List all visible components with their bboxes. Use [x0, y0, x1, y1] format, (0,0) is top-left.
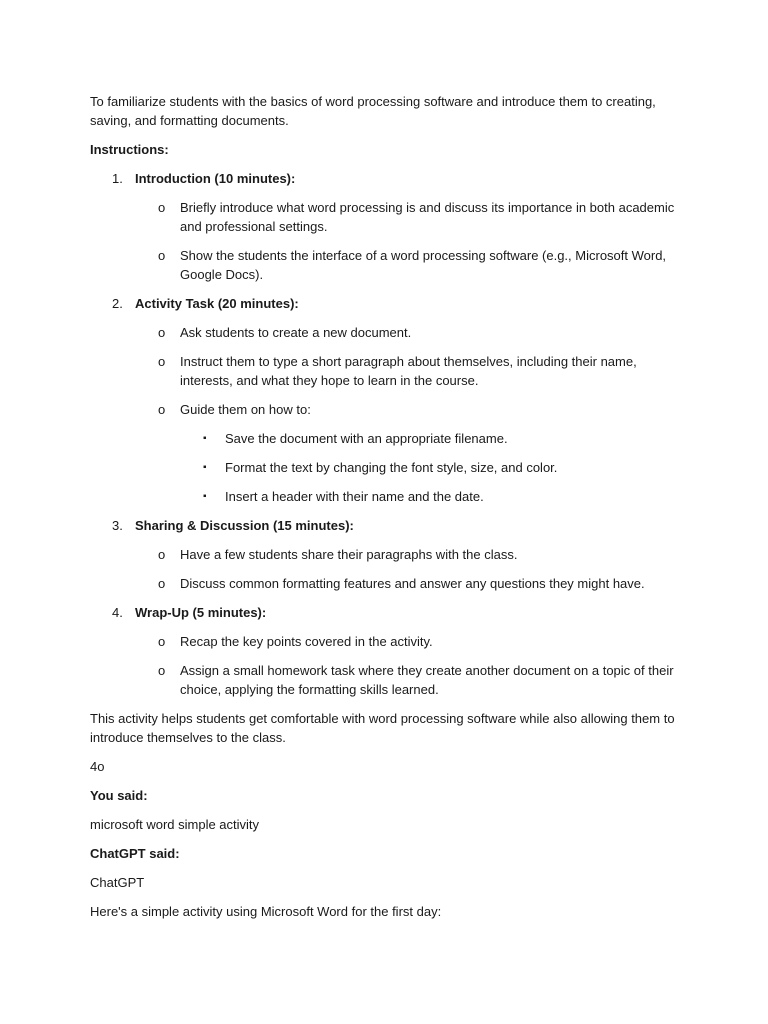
list-item: [90, 661, 680, 699]
sub-list-item-text: Save the document with an appropriate filename.: [225, 431, 508, 446]
sub-list-item: [90, 487, 680, 506]
bullet-circle-icon: o: [158, 402, 166, 417]
list-item: [90, 545, 680, 564]
section-4-heading: [90, 603, 680, 622]
sub-list-item-text: Format the text by changing the font style, size, and color.: [225, 460, 558, 475]
section-title: Sharing & Discussion (15 minutes):: [135, 518, 354, 533]
list-item: [90, 198, 680, 236]
list-item: [90, 400, 680, 419]
bullet-circle-icon: o: [158, 663, 166, 678]
section-title: Wrap-Up (5 minutes):: [135, 605, 267, 620]
instructions-heading: Instructions:: [90, 142, 169, 157]
document-body: [90, 92, 680, 931]
bullet-circle-icon: o: [158, 200, 166, 215]
bullet-square-icon: ▪: [203, 491, 207, 502]
assistant-name: ChatGPT: [90, 875, 145, 890]
chatgpt-said-label: ChatGPT said:: [90, 846, 180, 861]
bullet-circle-icon: o: [158, 354, 166, 369]
list-item: [90, 352, 680, 390]
user-message: microsoft word simple activity: [90, 817, 260, 832]
bullet-square-icon: ▪: [203, 433, 207, 444]
list-item-text: Recap the key points covered in the activity.: [180, 634, 433, 649]
model-tag: 4o: [90, 759, 105, 774]
list-item: [90, 323, 680, 342]
list-item-text: Guide them on how to:: [180, 402, 311, 417]
sub-list-item-text: Insert a header with their name and the date.: [225, 489, 484, 504]
section-3-heading: [90, 516, 680, 535]
section-number: 3.: [112, 518, 123, 533]
section-number: 4.: [112, 605, 123, 620]
list-item-text: Assign a small homework task where they create another document on a topic of their choice, applying the formatting skills learned.: [180, 663, 674, 697]
section-2-heading: [90, 294, 680, 313]
section-number: 2.: [112, 296, 123, 311]
list-item: [90, 574, 680, 593]
section-1-heading: [90, 169, 680, 188]
list-item: [90, 632, 680, 651]
list-item-text: Show the students the interface of a word processing software (e.g., Microsoft Word, Google Docs).: [180, 248, 667, 282]
bullet-circle-icon: o: [158, 547, 166, 562]
list-item-text: Instruct them to type a short paragraph about themselves, including their name, interests, and what they hope to learn in the course.: [180, 354, 637, 388]
sub-list-item: [90, 429, 680, 448]
bullet-circle-icon: o: [158, 576, 166, 591]
section-title: Activity Task (20 minutes):: [135, 296, 299, 311]
assistant-response: Here's a simple activity using Microsoft Word for the first day:: [90, 904, 442, 919]
list-item-text: Discuss common formatting features and answer any questions they might have.: [180, 576, 645, 591]
you-said-label: You said:: [90, 788, 148, 803]
list-item-text: Have a few students share their paragraphs with the class.: [180, 547, 518, 562]
list-item: [90, 246, 680, 284]
intro-paragraph: To familiarize students with the basics of word processing software and introduce them to creating, saving, and formatting documents.: [90, 94, 656, 128]
bullet-circle-icon: o: [158, 325, 166, 340]
bullet-circle-icon: o: [158, 248, 166, 263]
sub-list-item: [90, 458, 680, 477]
bullet-circle-icon: o: [158, 634, 166, 649]
section-title: Introduction (10 minutes):: [135, 171, 296, 186]
list-item-text: Ask students to create a new document.: [180, 325, 412, 340]
list-item-text: Briefly introduce what word processing is and discuss its importance in both academic and professional settings.: [180, 200, 675, 234]
closing-paragraph: This activity helps students get comfortable with word processing software while also allowing them to introduce themselves to the class.: [90, 711, 675, 745]
section-number: 1.: [112, 171, 123, 186]
bullet-square-icon: ▪: [203, 462, 207, 473]
